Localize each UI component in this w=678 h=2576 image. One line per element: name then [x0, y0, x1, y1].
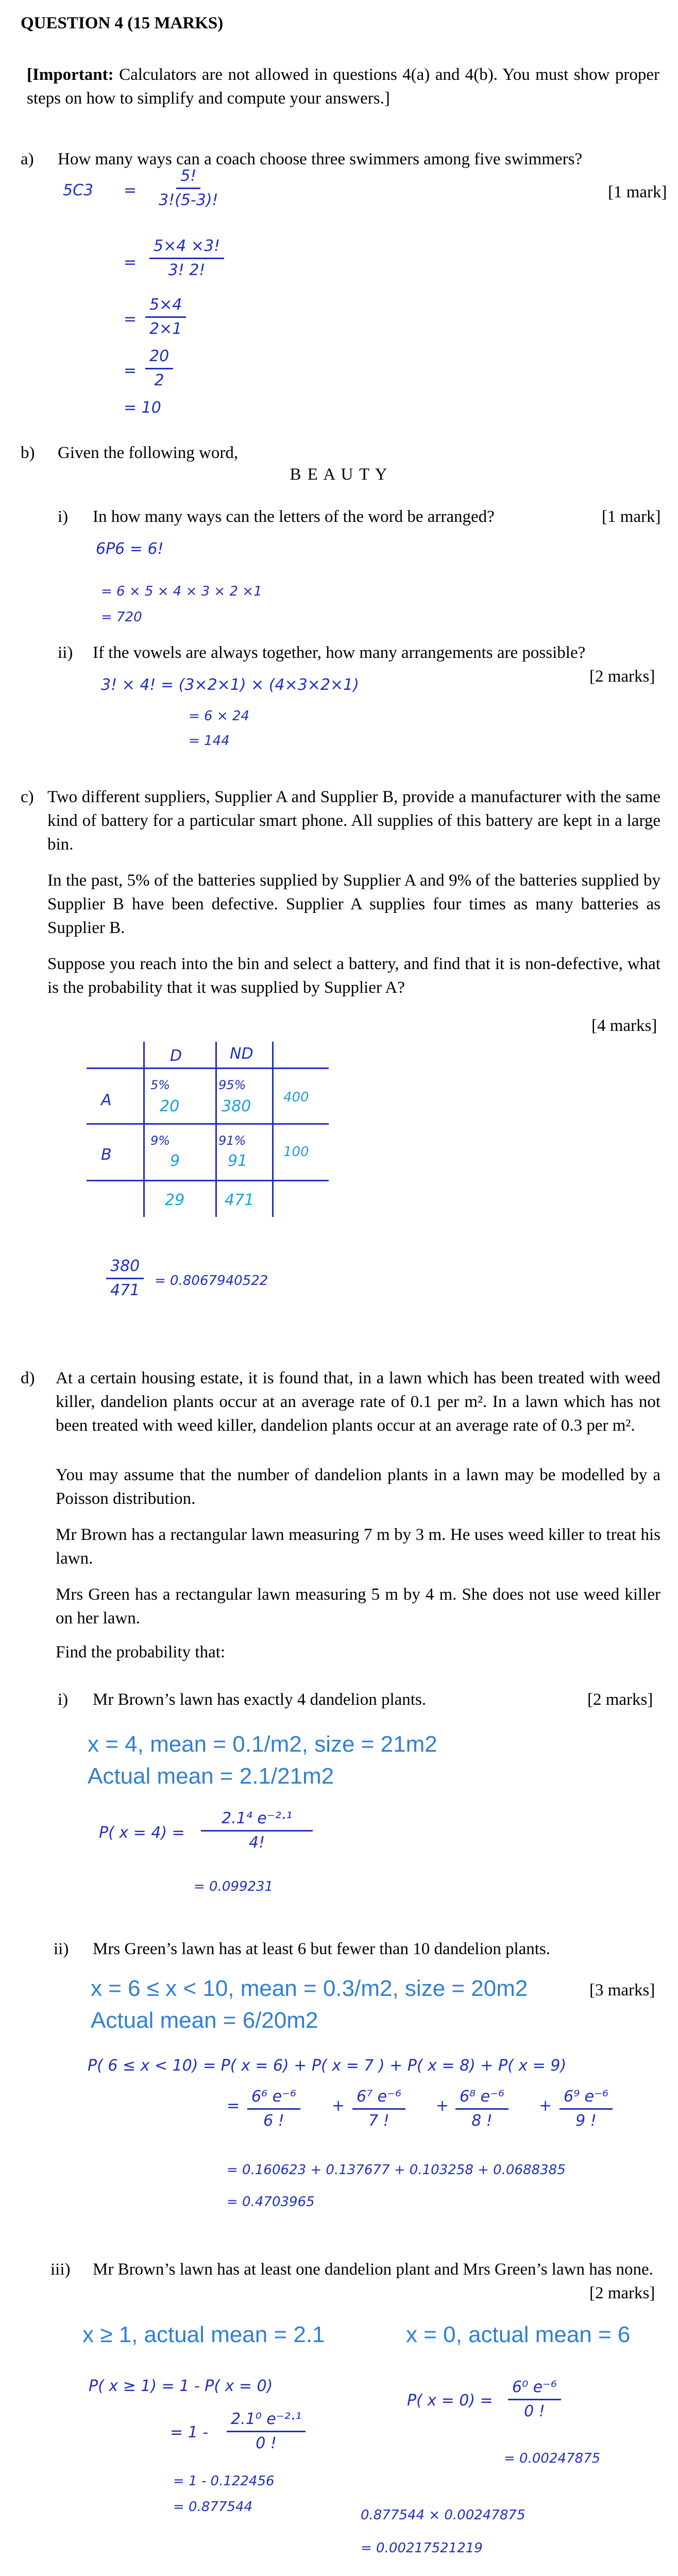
qdiii-l2-pre: = 1 - — [170, 2424, 209, 2442]
qdii-t3-den: 8 ! — [471, 2112, 493, 2130]
qa-frac3 — [145, 295, 186, 340]
qb-word: B E A U T Y — [290, 465, 388, 484]
qc-answer-den: 471 — [110, 1281, 140, 1299]
cell-b-total: 100 — [283, 1144, 309, 1160]
qdii-plus-1: + — [332, 2097, 345, 2115]
table-line-mid1 — [87, 1123, 329, 1125]
cell-a-nd-pct: 95% — [218, 1078, 246, 1092]
qa-eq2: = — [124, 253, 137, 272]
cell-a-d-pct: 5% — [150, 1078, 171, 1092]
qdii-t3-num: 6⁸ e⁻⁶ — [455, 2087, 508, 2110]
cell-a-d: 20 — [160, 1097, 180, 1115]
qdi-typed-1: x = 4, mean = 0.1/m2, size = 21m2 — [88, 1732, 437, 1757]
qdii-question: Mrs Green’s lawn has at least 6 but fewer than 10 dandelion plants. — [93, 1940, 551, 1958]
qdii-plus-2: + — [436, 2097, 449, 2115]
qa-eq1: = — [124, 181, 137, 199]
cell-b-d-pct: 9% — [150, 1133, 171, 1148]
qa-label: a) — [21, 150, 34, 168]
cell-a-nd: 380 — [222, 1097, 251, 1115]
qdiii-product: 0.877544 × 0.00247875 — [361, 2507, 526, 2523]
qdiii-typed-left: x ≥ 1, actual mean = 2.1 — [82, 2322, 325, 2347]
qdii-t4-num: 6⁹ e⁻⁶ — [560, 2087, 613, 2110]
qa-f4-num: 20 — [145, 346, 173, 369]
qdii-typed-2: Actual mean = 6/20m2 — [91, 2008, 318, 2033]
qdi-label: i) — [58, 1690, 69, 1709]
qd-paragraph-2: You may assume that the number of dandelion plants in a lawn may be modelled by a Poisson distribution. — [56, 1466, 660, 1508]
page-title: QUESTION 4 (15 MARKS) — [21, 14, 224, 32]
qdii-label: ii) — [54, 1940, 69, 1958]
qc-paragraph-1: Two different suppliers, Supplier A and Supplier B, provide a manufacturer with the same kind of battery for a particular smart phone. All supplies of this battery are kept in a large bin. — [47, 788, 660, 854]
qdiii-marks: [2 marks] — [589, 2284, 655, 2302]
table-header-nd: ND — [230, 1045, 253, 1063]
cell-b-d: 9 — [170, 1152, 180, 1170]
qdii-term-2 — [352, 2087, 405, 2131]
qdii-marks: [3 marks] — [589, 1981, 655, 1999]
qbii-label: ii) — [58, 643, 73, 662]
qdiii-r1-lhs: P( x = 0) = — [407, 2392, 493, 2410]
cell-b-nd-pct: 91% — [218, 1133, 246, 1148]
qb-intro: Given the following word, — [58, 444, 239, 462]
qdii-t1-den: 6 ! — [263, 2112, 284, 2130]
qbi-question: In how many ways can the letters of the word be arranged? — [93, 507, 495, 526]
qdi-fraction — [201, 1808, 313, 1853]
qdiii-l2-fraction — [227, 2409, 306, 2454]
table-line-top — [87, 1067, 329, 1069]
qbi-label: i) — [58, 507, 69, 526]
qdii-term-1 — [247, 2087, 300, 2131]
qa-eq3: = — [124, 310, 137, 328]
qb-label: b) — [21, 444, 35, 462]
qdii-result: = 0.4703965 — [227, 2194, 315, 2210]
important-text: Calculators are not allowed in questions 4(a) and 4(b). You must show proper steps on how to simplify and compute your answers.] — [27, 65, 659, 108]
qdiii-l2-den: 0 ! — [256, 2434, 277, 2452]
table-line-v2 — [215, 1042, 217, 1217]
qd-paragraph-4: Mrs Green has a rectangular lawn measuring 5 m by 4 m. She does not use weed killer on her lawn. — [56, 1585, 660, 1628]
qdi-question: Mr Brown’s lawn has exactly 4 dandelion plants. — [93, 1690, 427, 1709]
qa-marks: [1 mark] — [608, 183, 667, 201]
qdii-line1: P( 6 ≤ x < 10) = P( x = 6) + P( x = 7 ) + P( x = 8) + P( x = 9) — [88, 2057, 567, 2075]
qa-f4-den: 2 — [154, 371, 164, 389]
qdi-num: 2.1⁴ e⁻²·¹ — [201, 1808, 313, 1832]
qc-answer-value: = 0.8067940522 — [155, 1273, 268, 1289]
qdii-typed-1: x = 6 ≤ x < 10, mean = 0.3/m2, size = 20m2 — [91, 1976, 528, 2001]
qdi-typed-2: Actual mean = 2.1/21m2 — [88, 1764, 334, 1789]
qbii-marks: [2 marks] — [589, 667, 655, 686]
qdi-result: = 0.099231 — [194, 1879, 274, 1894]
qbii-line2: = 6 × 24 — [189, 708, 249, 724]
qc-paragraph-2: In the past, 5% of the batteries supplied by Supplier A and 9% of the batteries supplied by Supplier B have been defective. Supplier A supplies four times as many batteries as Supplier B. — [47, 871, 660, 937]
qa-frac1 — [155, 166, 223, 211]
table-header-d: D — [170, 1047, 182, 1065]
qbii-line3: = 144 — [189, 733, 230, 749]
qc-answer-num: 380 — [106, 1256, 144, 1279]
qdiii-typed-right: x = 0, actual mean = 6 — [406, 2322, 631, 2347]
qdiii-r2: = 0.00247875 — [504, 2451, 601, 2466]
qa-f3-den: 2×1 — [149, 320, 182, 338]
table-row-a: A — [101, 1091, 112, 1109]
qdii-eq: = — [227, 2097, 240, 2115]
qdii-term-3 — [455, 2087, 508, 2131]
qc-paragraph-3: Suppose you reach into the bin and select a battery, and find that it is non-defective, what is the probability that it was supplied by Supplier A? — [47, 955, 660, 997]
qbi-line1: 6P6 = 6! — [96, 540, 164, 558]
qc-answer-fraction — [106, 1256, 144, 1301]
qa-frac4 — [145, 346, 173, 391]
qdiii-r1-den: 0 ! — [524, 2402, 545, 2420]
cell-nd-total: 471 — [225, 1191, 255, 1209]
qd-paragraph-1: At a certain housing estate, it is found that, in a lawn which has been treated with weed killer, dandelion plants occur at an average rate of 0.1 per m². In a lawn which has not been treated with weed killer, dandelion plants occur at an average rate of 0.3 per m². — [56, 1369, 660, 1435]
qdii-t1-num: 6⁶ e⁻⁶ — [247, 2087, 300, 2110]
qdii-t2-den: 7 ! — [368, 2112, 389, 2130]
cell-b-nd: 91 — [228, 1152, 248, 1170]
qdiii-label: iii) — [50, 2260, 71, 2279]
qbii-line1: 3! × 4! = (3×2×1) × (4×3×2×1) — [101, 676, 359, 694]
qa-f1-den: 3!(5-3)! — [159, 191, 218, 209]
qd-paragraph-5: Find the probability that: — [56, 1643, 226, 1662]
qa-result: = 10 — [124, 399, 161, 417]
qdii-t4-den: 9 ! — [575, 2112, 597, 2130]
qdiii-r1-fraction — [508, 2377, 561, 2422]
table-line-v3 — [272, 1042, 274, 1217]
qdiii-question: Mr Brown’s lawn has at least one dandelion plant and Mrs Green’s lawn has none. — [93, 2260, 653, 2279]
qa-f1-num: 5! — [176, 166, 200, 189]
qdii-t2-num: 6⁷ e⁻⁶ — [352, 2087, 405, 2110]
qd-paragraph-3: Mr Brown has a rectangular lawn measuring 7 m by 3 m. He uses weed killer to treat his lawn. — [56, 1526, 660, 1568]
cell-d-total: 29 — [165, 1191, 185, 1209]
qa-f3-num: 5×4 — [145, 295, 186, 318]
qdiii-l3: = 1 - 0.122456 — [173, 2473, 275, 2489]
table-row-b: B — [101, 1146, 112, 1164]
qa-eq4: = — [124, 362, 137, 380]
qc-label: c) — [21, 788, 34, 806]
qc-marks: [4 marks] — [591, 1016, 657, 1035]
qdi-marks: [2 marks] — [587, 1690, 653, 1709]
qdiii-l2-num: 2.1⁰ e⁻²·¹ — [227, 2409, 306, 2432]
table-line-v1 — [143, 1042, 145, 1217]
qa-lhs: 5C3 — [63, 181, 94, 199]
qa-question: How many ways can a coach choose three swimmers among five swimmers? — [58, 150, 583, 168]
qdi-lhs: P( x = 4) = — [99, 1824, 185, 1842]
qdii-plus-3: + — [539, 2097, 552, 2115]
qdiii-product-result: = 0.00217521219 — [361, 2540, 483, 2556]
qa-f2-num: 5×4 ×3! — [149, 236, 224, 259]
qdiii-l4: = 0.877544 — [173, 2499, 253, 2515]
table-line-mid2 — [87, 1180, 329, 1181]
qa-f2-den: 3! 2! — [168, 261, 206, 279]
qbi-line2: = 6 × 5 × 4 × 3 × 2 ×1 — [101, 584, 262, 599]
qa-frac2 — [149, 236, 224, 281]
cell-a-total: 400 — [283, 1090, 309, 1105]
qdi-den: 4! — [249, 1834, 265, 1852]
qd-label: d) — [21, 1369, 35, 1387]
qdii-term-4 — [560, 2087, 613, 2131]
qbi-line3: = 720 — [101, 609, 142, 625]
qbi-marks: [1 mark] — [602, 507, 661, 526]
qdiii-l1: P( x ≥ 1) = 1 - P( x = 0) — [89, 2377, 273, 2395]
qbii-question: If the vowels are always together, how many arrangements are possible? — [93, 643, 586, 662]
qdiii-r1-num: 6⁰ e⁻⁶ — [508, 2377, 561, 2400]
qdii-sum: = 0.160623 + 0.137677 + 0.103258 + 0.0688385 — [227, 2162, 566, 2178]
important-label: [Important: — [27, 65, 114, 84]
important-note — [27, 63, 659, 110]
